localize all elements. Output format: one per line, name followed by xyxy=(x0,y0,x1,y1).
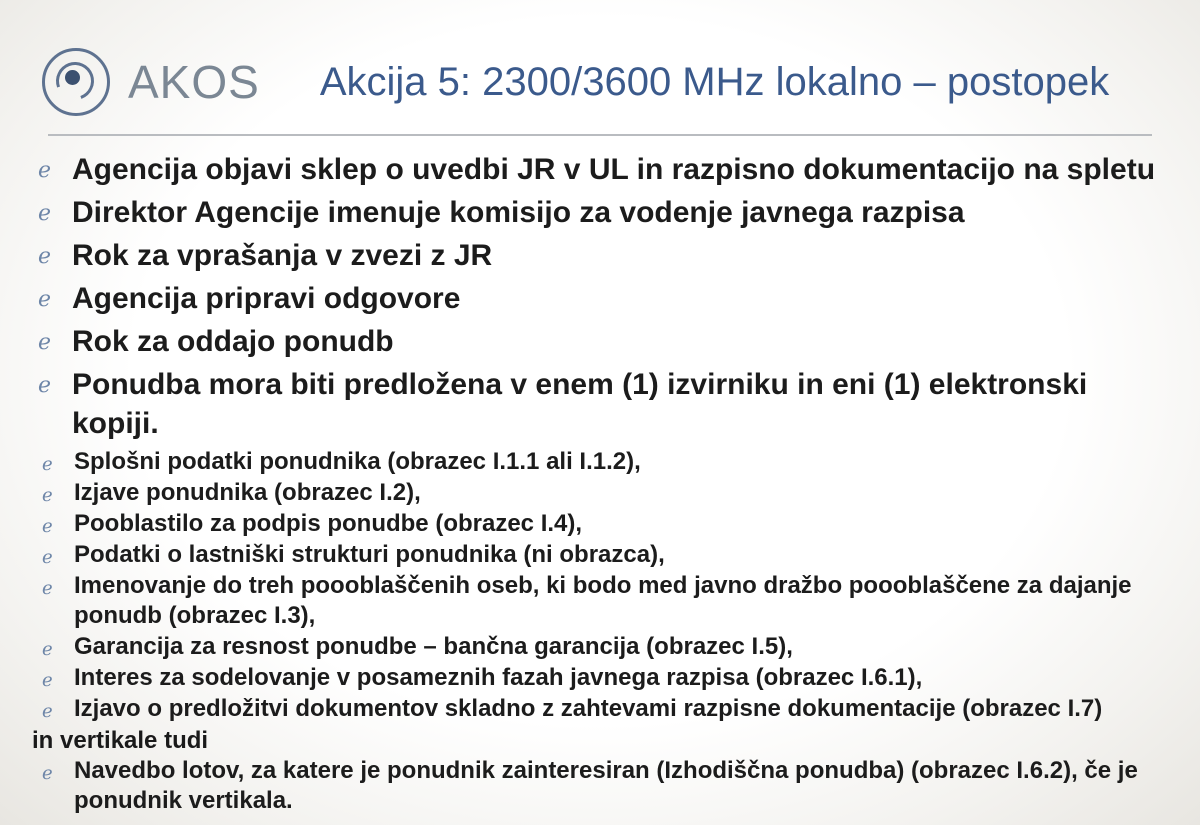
list-item xyxy=(30,663,1170,693)
list-item-label: Agencija objavi sklep o uvedbi JR v UL in razpisno dokumentacijo na spletu xyxy=(72,153,1156,186)
bullet-icon: ℯ xyxy=(42,701,53,722)
list-item xyxy=(30,509,1170,539)
bullet-icon: ℯ xyxy=(42,639,53,660)
list-item xyxy=(30,540,1170,570)
list-item xyxy=(30,756,1170,816)
interline-text: in vertikale tudi xyxy=(32,727,209,754)
bullet-icon: ℯ xyxy=(42,763,53,784)
list-item-label: Rok za oddajo ponudb xyxy=(72,325,394,358)
header-divider xyxy=(48,134,1152,136)
list-item-label: Navedbo lotov, za katere je ponudnik zainteresiran (Izhodiščna ponudba) (obrazec I.6.2), če je ponudnik vertikala. xyxy=(74,757,1138,814)
list-item-label: Izjavo o predložitvi dokumentov skladno z zahtevami razpisne dokumentacije (obrazec I.7) xyxy=(74,695,1103,722)
bullet-icon: ℯ xyxy=(42,516,53,537)
list-item xyxy=(30,447,1170,477)
list-item-label: Pooblastilo za podpis ponudbe (obrazec I.4), xyxy=(74,510,583,537)
logo xyxy=(42,48,260,116)
bullet-list-level-2-continued xyxy=(30,756,1170,816)
bullet-icon: ℯ xyxy=(42,670,53,691)
list-item-label: Direktor Agencije imenuje komisijo za vodenje javnega razpisa xyxy=(72,196,965,229)
list-item xyxy=(30,322,1170,361)
bullet-icon: ℯ xyxy=(42,454,53,475)
bullet-icon: ℯ xyxy=(42,485,53,506)
bullet-icon: ℯ xyxy=(42,578,53,599)
list-item xyxy=(30,365,1170,443)
slide-header xyxy=(30,36,1170,128)
list-item xyxy=(30,694,1170,724)
page-title: Akcija 5: 2300/3600 MHz lokalno – postopek xyxy=(319,59,1110,104)
list-item xyxy=(30,632,1170,662)
list-item-label: Ponudba mora biti predložena v enem (1) izvirniku in eni (1) elektronski kopiji. xyxy=(72,368,1088,440)
list-item-label: Izjave ponudnika (obrazec I.2), xyxy=(74,479,421,506)
bullet-list-level-1 xyxy=(30,150,1170,443)
list-item xyxy=(30,571,1170,631)
bullet-icon: ℯ xyxy=(38,373,52,398)
list-item xyxy=(30,478,1170,508)
bullet-icon: ℯ xyxy=(38,287,52,312)
bullet-icon: ℯ xyxy=(38,201,52,226)
list-item xyxy=(30,279,1170,318)
list-item-label: Interes za sodelovanje v posameznih fazah javnega razpisa (obrazec I.6.1), xyxy=(74,664,923,691)
bullet-icon: ℯ xyxy=(38,244,52,269)
list-item-label: Podatki o lastniški strukturi ponudnika (ni obrazca), xyxy=(74,541,665,568)
list-item xyxy=(30,150,1170,189)
list-item-label: Garancija za resnost ponudbe – bančna garancija (obrazec I.5), xyxy=(74,633,793,660)
list-item-label: Imenovanje do treh poooblaščenih oseb, ki bodo med javno dražbo poooblaščene za dajanje ponudb (obrazec I.3), xyxy=(74,572,1132,629)
akos-spiral-logo-icon xyxy=(42,48,110,116)
list-item xyxy=(30,236,1170,275)
logo-text: AKOS xyxy=(128,56,260,108)
bullet-list-level-2 xyxy=(30,447,1170,724)
bullet-icon: ℯ xyxy=(38,330,52,355)
bullet-icon: ℯ xyxy=(42,547,53,568)
list-item xyxy=(30,193,1170,232)
list-item-label: Agencija pripravi odgovore xyxy=(72,282,461,315)
bullet-icon: ℯ xyxy=(38,158,52,183)
list-item-label: Rok za vprašanja v zvezi z JR xyxy=(72,239,493,272)
list-item-label: Splošni podatki ponudnika (obrazec I.1.1 ali I.1.2), xyxy=(74,448,641,475)
